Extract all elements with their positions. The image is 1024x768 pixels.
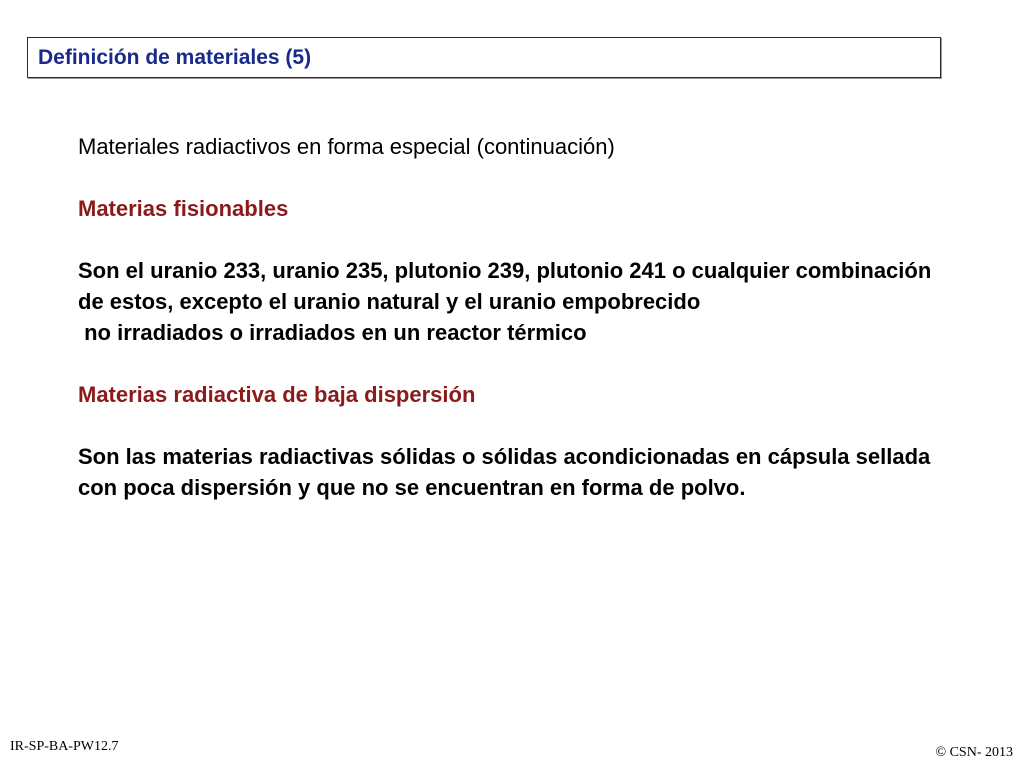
- section-heading-fissile: Materias fisionables: [78, 196, 289, 221]
- spacer: [78, 162, 958, 193]
- spacer: [78, 348, 958, 379]
- section-body-fissile: Son el uranio 233, uranio 235, plutonio 239, plutonio 241 o cualquier combinación de estos, excepto el uranio natural y el uranio empobrecido: [78, 258, 932, 314]
- page-title: Definición de materiales (5): [38, 46, 312, 69]
- copyright-notice: © CSN- 2013: [935, 745, 1013, 760]
- spacer: [78, 410, 958, 441]
- document-code: IR-SP-BA-PW12.7: [10, 739, 119, 754]
- title-box: [27, 37, 941, 78]
- section-heading-low-dispersion: Materias radiactiva de baja dispersión: [78, 382, 476, 407]
- subtitle: Materiales radiactivos en forma especial (continuación): [78, 134, 615, 159]
- spacer: [78, 224, 958, 255]
- section-body-fissile-continued: no irradiados o irradiados en un reactor térmico: [78, 320, 587, 345]
- section-body-low-dispersion: Son las materias radiactivas sólidas o sólidas acondicionadas en cápsula sellada con poca dispersión y que no se encuentran en forma de polvo.: [78, 444, 931, 500]
- slide-content: [78, 131, 958, 503]
